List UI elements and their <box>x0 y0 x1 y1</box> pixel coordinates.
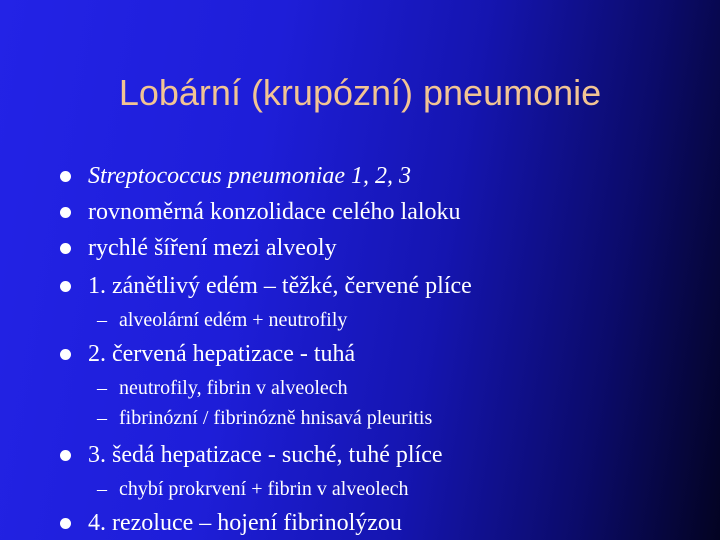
bullet-dot-icon <box>60 450 71 461</box>
bullet-text: rovnoměrná konzolidace celého laloku <box>88 199 461 225</box>
bullet-dot-icon <box>60 207 71 218</box>
bullet-dot-icon <box>60 349 71 360</box>
slide-title: Lobární (krupózní) pneumonie <box>118 72 602 113</box>
bullet-text: 4. rezoluce – hojení fibrinolýzou <box>88 510 402 536</box>
bullet-text: 3. šedá hepatizace - suché, tuhé plíce <box>88 442 443 468</box>
bullet-text: rychlé šíření mezi alveoly <box>88 235 337 261</box>
bullet-dot-icon <box>60 281 71 292</box>
bullet-dot-icon <box>60 518 71 529</box>
subbullet-text: fibrinózní / fibrinózně hnisavá pleuritis <box>119 407 433 429</box>
dash-icon: – <box>97 309 107 331</box>
bullet-text: Streptococcus pneumoniae 1, 2, 3 <box>88 163 412 189</box>
bullet-text: 2. červená hepatizace - tuhá <box>88 341 356 367</box>
subbullet-text: alveolární edém + neutrofily <box>119 309 348 331</box>
bullet-dot-icon <box>60 243 71 254</box>
bullet-text: 1. zánětlivý edém – těžké, červené plíce <box>88 273 472 299</box>
subbullet-text: neutrofily, fibrin v alveolech <box>119 377 348 399</box>
dash-icon: – <box>97 407 107 429</box>
dash-icon: – <box>97 478 107 500</box>
bullet-dot-icon <box>60 171 71 182</box>
dash-icon: – <box>97 377 107 399</box>
subbullet-text: chybí prokrvení + fibrin v alveolech <box>119 478 409 500</box>
